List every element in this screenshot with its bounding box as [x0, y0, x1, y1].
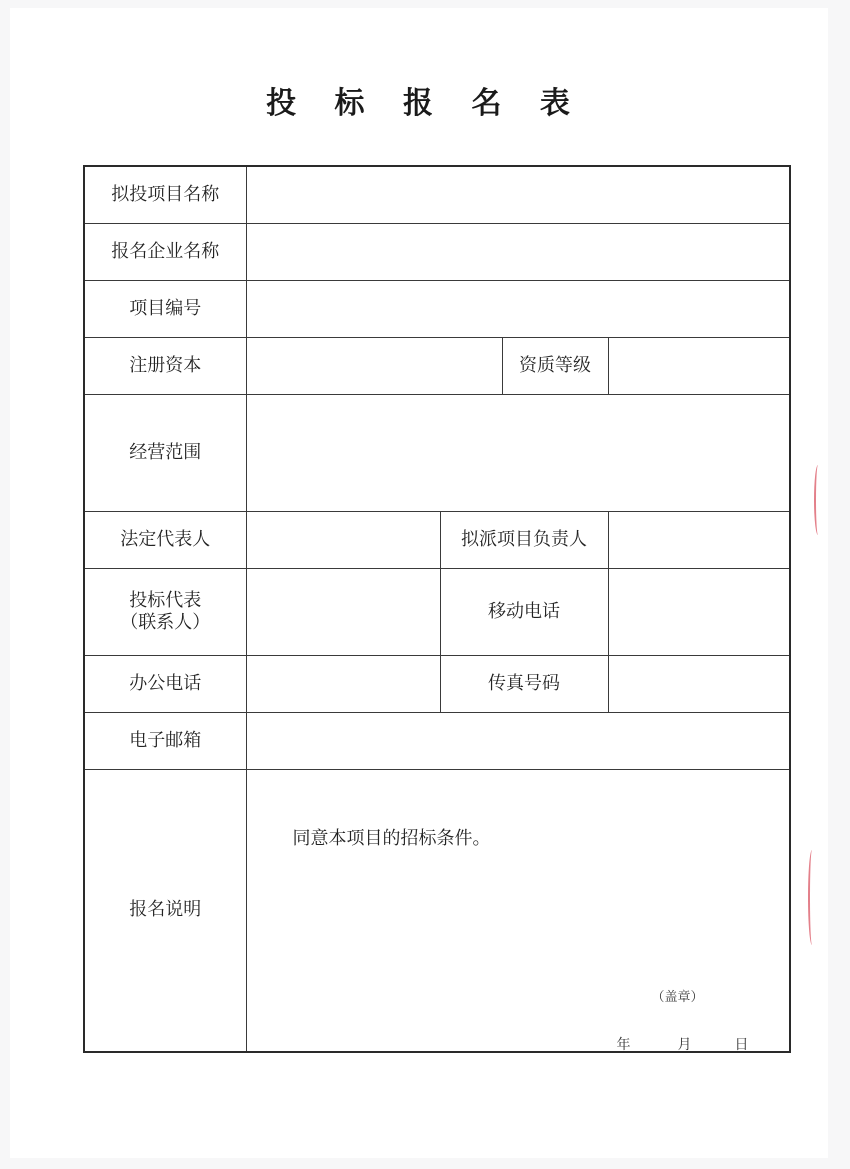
row-bid-rep — [84, 568, 790, 655]
assigned-manager-label: 拟派项目负责人 — [440, 511, 608, 568]
stamp-edge-mark — [814, 465, 822, 535]
fax-label: 传真号码 — [440, 655, 608, 712]
project-number-field[interactable] — [246, 280, 790, 337]
email-label: 电子邮箱 — [84, 712, 246, 769]
company-name-field[interactable] — [246, 223, 790, 280]
row-registration-note — [84, 769, 790, 1052]
registered-capital-label: 注册资本 — [84, 337, 246, 394]
form-title: 投 标 报 名 表 — [266, 86, 584, 121]
office-phone-label: 办公电话 — [84, 655, 246, 712]
registered-capital-field[interactable] — [246, 337, 502, 394]
company-name-label: 报名企业名称 — [84, 223, 246, 280]
business-scope-label: 经营范围 — [84, 394, 246, 511]
legal-rep-label: 法定代表人 — [84, 511, 246, 568]
row-legal-rep — [84, 511, 790, 568]
row-project-number — [84, 280, 790, 337]
month-label: 月 — [677, 1036, 692, 1053]
qualification-level-label: 资质等级 — [502, 337, 608, 394]
project-name-label: 拟投项目名称 — [84, 166, 246, 223]
mobile-label: 移动电话 — [440, 568, 608, 655]
email-field[interactable] — [246, 712, 790, 769]
row-office-phone — [84, 655, 790, 712]
row-project-name — [84, 166, 790, 223]
business-scope-field[interactable] — [246, 394, 790, 511]
assigned-manager-field[interactable] — [608, 511, 790, 568]
bid-rep-field[interactable] — [246, 568, 440, 655]
registration-note-label: 报名说明 — [84, 769, 246, 1052]
day-label: 日 — [734, 1036, 749, 1053]
agreement-text: 同意本项目的招标条件。 — [292, 827, 491, 849]
qualification-level-field[interactable] — [608, 337, 790, 394]
row-email — [84, 712, 790, 769]
fax-field[interactable] — [608, 655, 790, 712]
bid-rep-label-line2: （联系人） — [120, 611, 211, 633]
stamp-edge-mark — [808, 850, 816, 945]
row-company-name — [84, 223, 790, 280]
office-phone-field[interactable] — [246, 655, 440, 712]
bid-rep-label — [84, 568, 246, 655]
year-label: 年 — [616, 1036, 631, 1053]
row-business-scope — [84, 394, 790, 511]
row-capital — [84, 337, 790, 394]
project-number-label: 项目编号 — [84, 280, 246, 337]
legal-rep-field[interactable] — [246, 511, 440, 568]
registration-form-table — [83, 165, 791, 1053]
bid-rep-label-line1: 投标代表 — [129, 589, 202, 611]
registration-note-cell[interactable] — [246, 769, 790, 1052]
project-name-field[interactable] — [246, 166, 790, 223]
mobile-field[interactable] — [608, 568, 790, 655]
seal-text: （盖章） — [651, 989, 704, 1005]
